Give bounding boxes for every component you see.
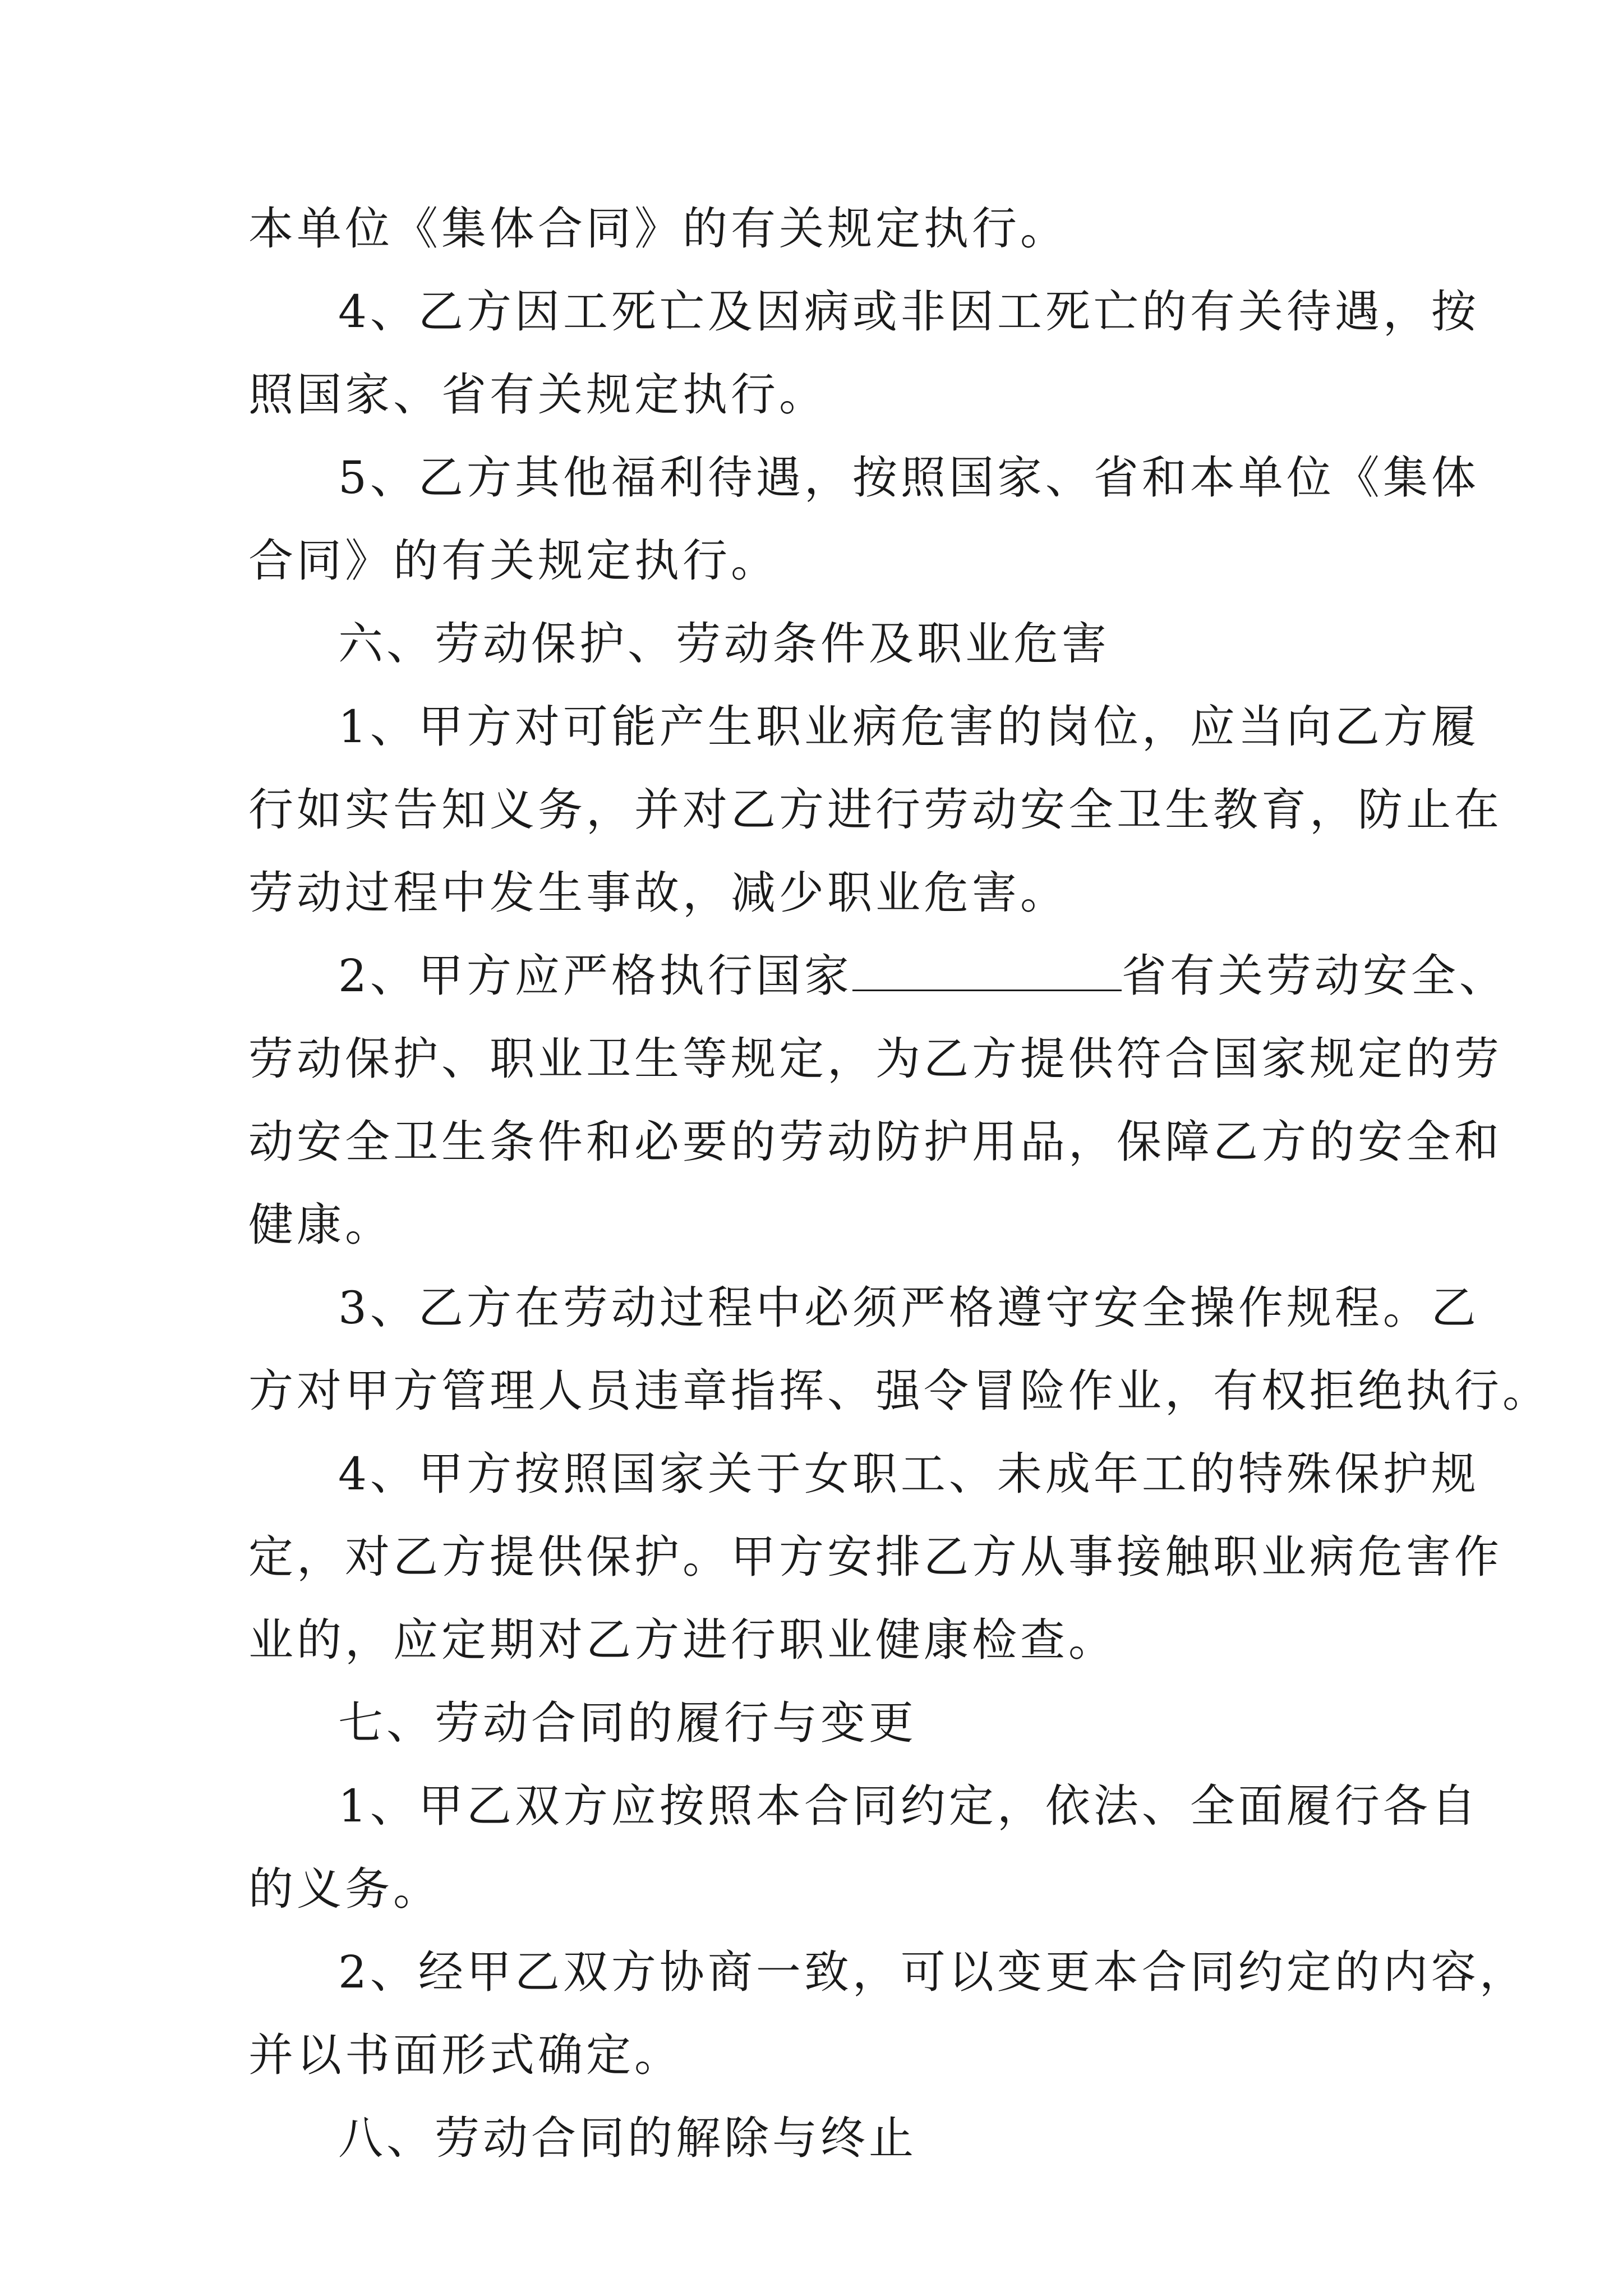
text-line: 业的，应定期对乙方进行职业健康检查。 — [248, 1614, 1117, 1666]
text-line: 2、经甲乙双方协商一致，可以变更本合同约定的内容， — [338, 1946, 1528, 1998]
section-heading: 六、劳动保护、劳动条件及职业危害 — [338, 618, 1110, 670]
text-line: 照国家、省有关规定执行。 — [248, 369, 827, 421]
text-line: 方对甲方管理人员违章指挥、强令冒险作业，有权拒绝执行。 — [248, 1365, 1551, 1417]
text-line: 3、乙方在劳动过程中必须严格遵守安全操作规程。乙 — [338, 1282, 1479, 1334]
text-segment: 2、甲方应严格执行国家 — [338, 950, 852, 1002]
text-line: 并以书面形式确定。 — [248, 2029, 683, 2081]
section-heading: 七、劳动合同的履行与变更 — [338, 1697, 917, 1749]
text-line: 的义务。 — [248, 1863, 441, 1915]
text-line: 合同》的有关规定执行。 — [248, 535, 779, 587]
text-line: 劳动过程中发生事故，减少职业危害。 — [248, 867, 1068, 919]
section-heading: 八、劳动合同的解除与终止 — [338, 2112, 917, 2164]
text-segment: 省有关劳动安全、 — [1121, 950, 1507, 1002]
document-body — [248, 187, 1551, 2180]
text-line: 行如实告知义务，并对乙方进行劳动安全卫生教育，防止在 — [248, 784, 1502, 836]
text-line: 1、甲乙双方应按照本合同约定，依法、全面履行各自 — [338, 1780, 1479, 1832]
text-line: 4、甲方按照国家关于女职工、未成年工的特殊保护规 — [338, 1448, 1479, 1500]
text-line: 动安全卫生条件和必要的劳动防护用品，保障乙方的安全和 — [248, 1116, 1502, 1168]
text-line: 健康。 — [248, 1199, 393, 1251]
text-line: 本单位《集体合同》的有关规定执行。 — [248, 203, 1068, 255]
text-line: 5、乙方其他福利待遇，按照国家、省和本单位《集体 — [338, 452, 1479, 504]
text-line-with-blank — [248, 935, 1507, 1018]
text-line: 定，对乙方提供保护。甲方安排乙方从事接触职业病危害作 — [248, 1531, 1502, 1583]
text-line: 劳动保护、职业卫生等规定，为乙方提供符合国家规定的劳 — [248, 1033, 1502, 1085]
text-line: 1、甲方对可能产生职业病危害的岗位，应当向乙方履 — [338, 701, 1479, 753]
fill-in-blank — [852, 950, 1122, 991]
text-line: 4、乙方因工死亡及因病或非因工死亡的有关待遇，按 — [338, 286, 1479, 338]
